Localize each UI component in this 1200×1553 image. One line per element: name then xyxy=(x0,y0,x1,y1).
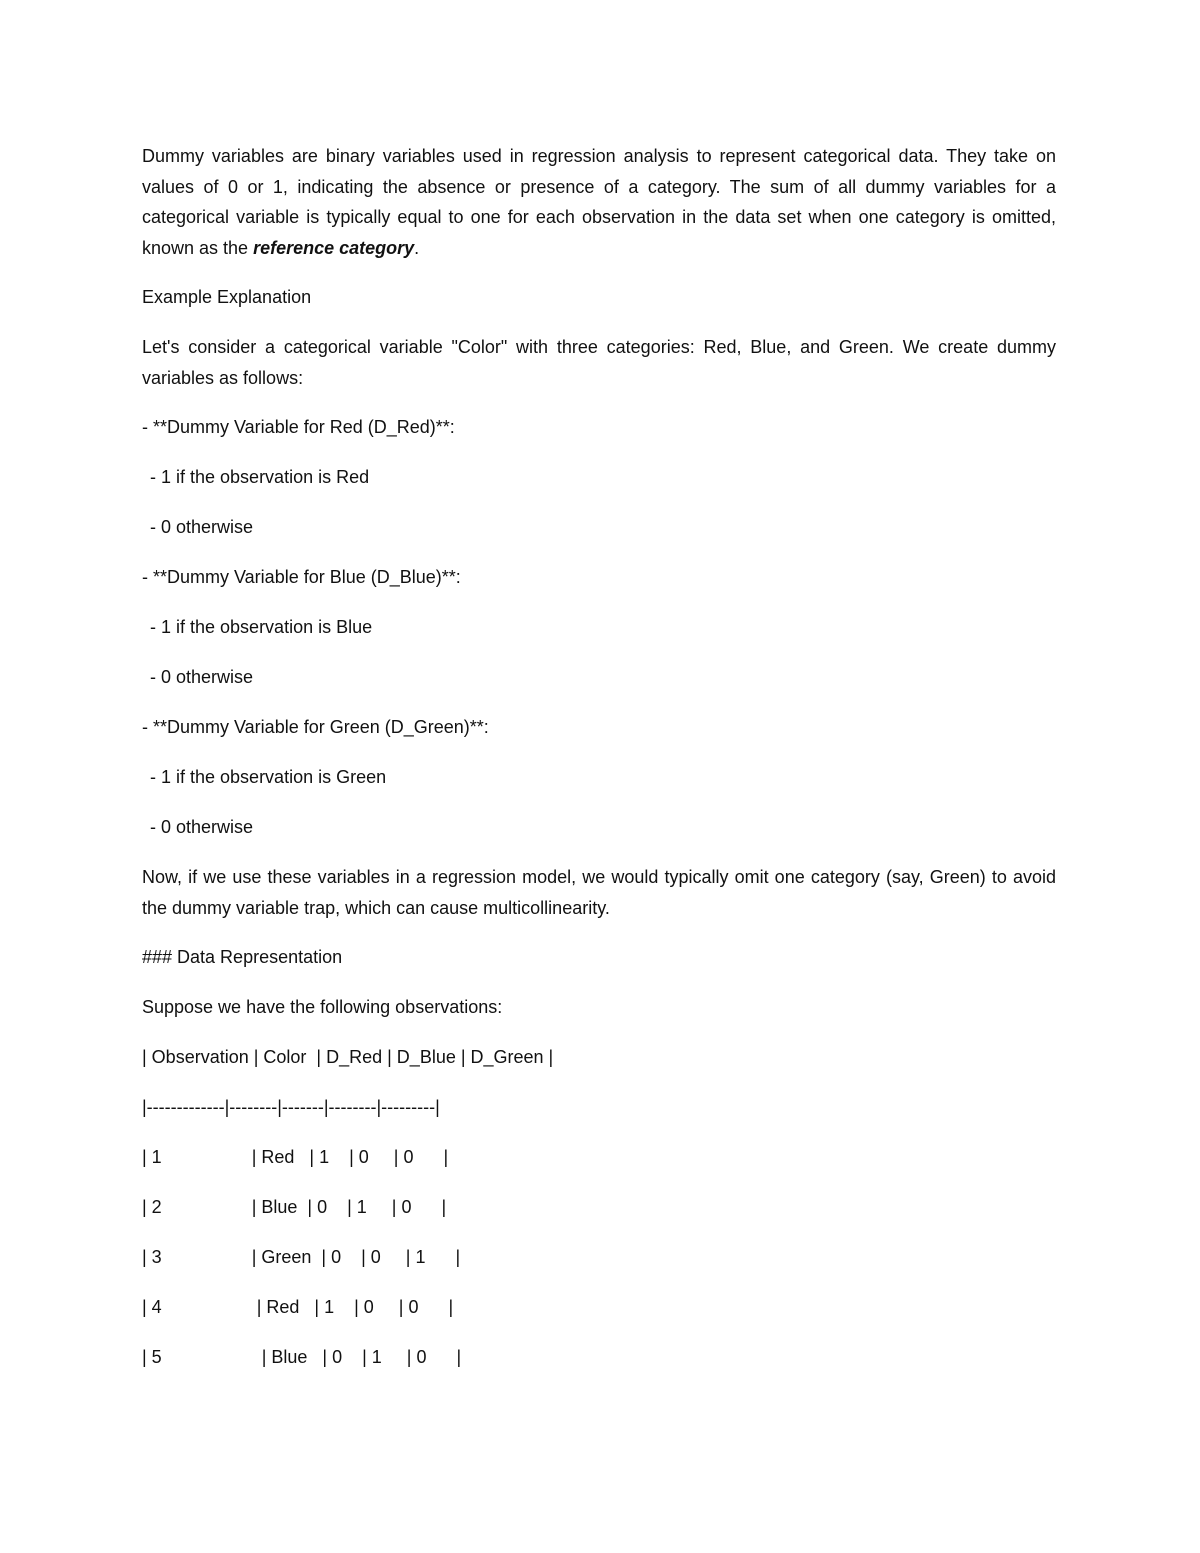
table-row: | 1 | Red | 1 | 0 | 0 | xyxy=(142,1147,449,1167)
table-header-line: | Observation | Color | D_Red | D_Blue | D_Green | xyxy=(142,1047,554,1067)
table-row: | 5 | Blue | 0 | 1 | 0 | xyxy=(142,1347,462,1367)
table-row: | 2 | Blue | 0 | 1 | 0 | xyxy=(142,1197,447,1217)
data-heading: ### Data Representation xyxy=(142,947,343,967)
intro-paragraph xyxy=(142,141,1056,263)
dummy-blue-heading: - **Dummy Variable for Blue (D_Blue)**: xyxy=(142,567,461,587)
dummy-green-heading: - **Dummy Variable for Green (D_Green)**: xyxy=(142,717,489,737)
note-paragraph: Now, if we use these variables in a regression model, we would typically omit one category (say, Green) to avoid the dummy variable trap, which can cause multicollinearity. xyxy=(142,867,1056,918)
example-intro-paragraph: Let's consider a categorical variable "Color" with three categories: Red, Blue, and Green. We create dummy variables as follows: xyxy=(142,337,1056,388)
dummy-green-if-one: - 1 if the observation is Green xyxy=(150,767,387,787)
table-row: | 4 | Red | 1 | 0 | 0 | xyxy=(142,1297,454,1317)
dummy-green-otherwise: - 0 otherwise xyxy=(150,817,254,837)
document-body xyxy=(142,141,1056,1392)
table-separator-line: |-------------|--------|-------|--------|---------| xyxy=(142,1097,440,1117)
dummy-red-heading: - **Dummy Variable for Red (D_Red)**: xyxy=(142,417,455,437)
dummy-blue-if-one: - 1 if the observation is Blue xyxy=(150,617,373,637)
dummy-red-otherwise: - 0 otherwise xyxy=(150,517,254,537)
dummy-red-if-one: - 1 if the observation is Red xyxy=(150,467,370,487)
example-heading: Example Explanation xyxy=(142,287,312,307)
data-intro: Suppose we have the following observations: xyxy=(142,997,503,1017)
dummy-blue-otherwise: - 0 otherwise xyxy=(150,667,254,687)
reference-category-emphasis: reference category xyxy=(253,237,415,258)
intro-text-after: . xyxy=(414,237,420,258)
markdown-table xyxy=(142,1042,1056,1373)
table-row: | 3 | Green | 0 | 0 | 1 | xyxy=(142,1247,461,1267)
dummy-list xyxy=(142,412,1056,843)
intro-text-before: Dummy variables are binary variables used in regression analysis to represent categorical data. They take on values of 0 or 1, indicating the absence or presence of a category. The sum of all dummy variables for a categorical variable is typically equal to one for each observation in the data set when one category is omitted, known as the xyxy=(142,146,1056,258)
